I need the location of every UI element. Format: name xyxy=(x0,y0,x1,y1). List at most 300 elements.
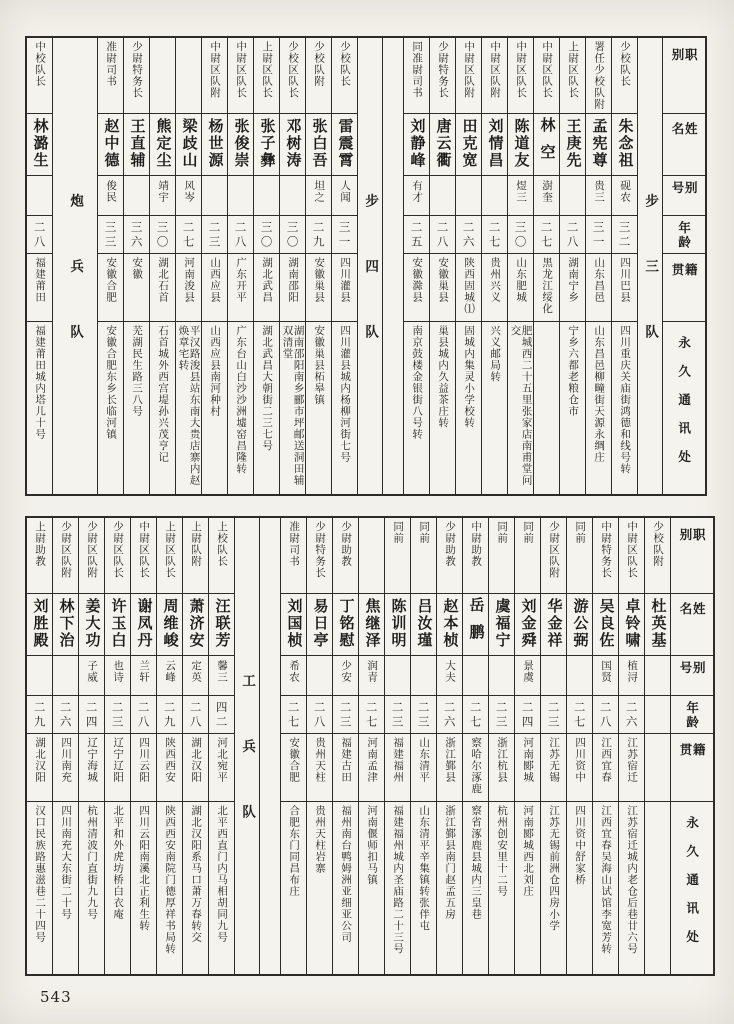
age-cell-text: 三三 xyxy=(103,221,118,250)
alias-cell-text: 兰轩 xyxy=(138,660,151,683)
rank-cell-text: 中尉区队长 xyxy=(626,521,639,579)
native-place-cell-text: 福建莆田 xyxy=(34,257,47,303)
address-cell-text: 四川资中舒家桥 xyxy=(574,805,587,886)
native-place-cell-text: 浙江鄞县 xyxy=(444,737,457,783)
address-cell-text: 杭州清波门直街九九号 xyxy=(86,805,99,920)
address-cell-text: 北平和外虎坊桥白衣庵 xyxy=(112,805,125,920)
unit-group-column xyxy=(357,38,382,494)
alias-cell xyxy=(332,176,357,216)
age-cell xyxy=(645,696,670,734)
rank-cell-text: 少校队附 xyxy=(313,41,326,87)
attribute-header-cell-text: 籍贯 xyxy=(670,263,699,296)
address-cell-text: 北平西直门内马相胡同九号 xyxy=(216,805,229,943)
age-cell xyxy=(534,216,559,254)
address-cell xyxy=(306,322,331,494)
address-cell-text: 江西宜春吴海山试馆李宽芳转 xyxy=(600,805,613,955)
age-cell xyxy=(79,696,104,734)
age-cell xyxy=(411,696,436,734)
address-cell xyxy=(463,802,488,974)
person-column xyxy=(462,518,488,974)
rank-cell-text: 上尉区队长 xyxy=(261,41,274,99)
address-cell-text: 广东台山白沙沙洲墟窑昌隆转 xyxy=(235,325,248,475)
alias-cell xyxy=(463,656,488,696)
native-place-cell xyxy=(482,254,507,322)
native-place-cell-text: 江西宜春 xyxy=(600,737,613,783)
address-cell-text: 固城内集灵小学校转 xyxy=(463,325,476,429)
name-cell xyxy=(150,114,175,176)
rank-cell-text: 少尉区队长 xyxy=(112,521,125,579)
attribute-header-cell-text: 职别 xyxy=(678,528,707,565)
person-column xyxy=(488,518,514,974)
alias-cell-text: 砚农 xyxy=(619,180,632,203)
address-cell xyxy=(489,802,514,974)
native-place-cell xyxy=(534,254,559,322)
attribute-header-cell xyxy=(671,656,713,696)
native-place-cell xyxy=(593,734,618,802)
age-cell xyxy=(437,696,462,734)
name-cell-text: 萧济安 xyxy=(187,598,206,649)
rank-cell xyxy=(593,518,618,594)
address-cell xyxy=(586,322,611,494)
native-place-cell-text: 黑龙江绥化 xyxy=(541,257,554,315)
spacer-cell xyxy=(383,38,403,494)
native-place-cell xyxy=(463,734,488,802)
unit-group-column xyxy=(637,38,662,494)
rank-cell-text: 上尉区队长 xyxy=(164,521,177,579)
age-cell xyxy=(306,216,331,254)
native-place-cell-text: 山西应县 xyxy=(209,257,222,303)
address-cell-text: 江苏宿迁城内老仓后巷廿六号 xyxy=(626,805,639,955)
age-cell xyxy=(157,696,182,734)
native-place-cell xyxy=(385,734,410,802)
age-cell-text: 三二 xyxy=(617,221,632,250)
alias-cell xyxy=(307,656,332,696)
rank-cell xyxy=(105,518,130,594)
native-place-cell xyxy=(53,734,78,802)
rank-cell-text: 少尉区队附 xyxy=(60,521,73,579)
name-cell-text: 陈道友 xyxy=(512,118,531,169)
age-cell-text: 二八 xyxy=(565,221,580,250)
age-cell-text: 二八 xyxy=(312,701,327,730)
alias-cell-text: 子威 xyxy=(86,660,99,683)
name-cell-text: 朱念祖 xyxy=(616,118,635,169)
rank-cell-text: 同前 xyxy=(418,521,431,544)
native-place-cell xyxy=(560,254,585,322)
rank-cell-text: 同前 xyxy=(496,521,509,544)
age-cell xyxy=(27,216,52,254)
attribute-header-column xyxy=(662,38,705,494)
address-cell-text: 肥城西二十五里张家店南甫堂问交 xyxy=(509,325,533,486)
address-cell-text: 河南偃师扣马镇 xyxy=(366,805,379,886)
attribute-header-cell-text: 永久通讯处 xyxy=(684,816,700,959)
rank-cell xyxy=(131,518,156,594)
age-cell xyxy=(541,696,566,734)
native-place-cell xyxy=(124,254,149,322)
rank-cell-text: 少校区队长 xyxy=(287,41,300,99)
alias-cell xyxy=(131,656,156,696)
age-cell xyxy=(98,216,123,254)
native-place-cell-text: 陕西西安 xyxy=(164,737,177,783)
address-cell xyxy=(508,322,533,494)
rank-cell xyxy=(508,38,533,114)
name-cell-text: 卓铃啸 xyxy=(623,598,642,649)
rank-cell xyxy=(567,518,592,594)
age-cell-text: 二三 xyxy=(390,701,405,730)
rank-cell xyxy=(202,38,227,114)
alias-cell xyxy=(541,656,566,696)
name-cell xyxy=(645,594,670,656)
rank-cell-text: 署任少校队附 xyxy=(593,41,606,110)
address-cell-text: 湖南邵阳南乡郦市坪邮送洞田辅双清堂 xyxy=(281,325,305,486)
native-place-cell-text: 山东清平 xyxy=(418,737,431,783)
address-cell-text: 四川灌县城内杨柳河街七号 xyxy=(339,325,352,463)
age-cell xyxy=(27,696,52,734)
rank-cell-text: 准尉司书 xyxy=(105,41,118,87)
name-cell xyxy=(515,594,540,656)
alias-cell-text: 贵三 xyxy=(593,180,606,203)
native-place-cell-text: 安徽滁县 xyxy=(411,257,424,303)
rank-cell xyxy=(560,38,585,114)
native-place-cell xyxy=(515,734,540,802)
native-place-cell-text: 安徽合肥 xyxy=(105,257,118,303)
alias-cell-text: 国贤 xyxy=(600,660,613,683)
age-cell-text: 三一 xyxy=(591,221,606,250)
rank-cell xyxy=(463,518,488,594)
person-column xyxy=(592,518,618,974)
native-place-cell-text: 湖北武昌 xyxy=(261,257,274,303)
name-cell-text: 谢凤丹 xyxy=(135,598,154,649)
alias-cell-text: 云峰 xyxy=(164,660,177,683)
name-cell-text: 杨世源 xyxy=(206,118,225,169)
address-cell xyxy=(105,802,130,974)
unit-group-label xyxy=(235,518,259,974)
name-cell xyxy=(131,594,156,656)
native-place-cell xyxy=(150,254,175,322)
person-column xyxy=(27,518,52,974)
name-cell xyxy=(437,594,462,656)
address-cell-text: 汉口民族路惠滋巷二十四号 xyxy=(34,805,47,943)
address-cell-text: 河南郾城西北刘庄 xyxy=(522,805,535,897)
address-cell-text: 贵州天柱岩寨 xyxy=(314,805,327,874)
rank-cell xyxy=(281,518,306,594)
native-place-cell-text: 湖北汉阳 xyxy=(190,737,203,783)
attribute-header-cell-text: 别号 xyxy=(670,181,699,199)
native-place-cell xyxy=(612,254,637,322)
person-column xyxy=(156,518,182,974)
name-cell-text: 刘胜殿 xyxy=(31,598,50,649)
name-cell xyxy=(27,594,52,656)
age-cell-text: 三〇 xyxy=(513,221,528,250)
address-cell xyxy=(157,802,182,974)
native-place-cell-text: 安徽巢县 xyxy=(313,257,326,303)
native-place-cell-text: 安徽合肥 xyxy=(288,737,301,783)
name-cell xyxy=(586,114,611,176)
age-cell xyxy=(560,216,585,254)
name-cell xyxy=(456,114,481,176)
native-place-cell xyxy=(307,734,332,802)
rank-cell-text: 准尉司书 xyxy=(288,521,301,567)
age-cell-text: 二三 xyxy=(494,701,509,730)
rank-cell-text: 少尉特务长 xyxy=(314,521,327,579)
rank-cell xyxy=(359,518,384,594)
rank-cell xyxy=(645,518,670,594)
alias-cell xyxy=(27,656,52,696)
alias-cell xyxy=(404,176,429,216)
native-place-cell xyxy=(437,734,462,802)
age-cell xyxy=(209,696,234,734)
alias-cell-text: 定英 xyxy=(190,660,203,683)
rank-cell xyxy=(619,518,644,594)
alias-cell xyxy=(306,176,331,216)
age-cell-text: 二八 xyxy=(598,701,613,730)
alias-cell-text: 俊民 xyxy=(105,180,118,203)
person-column xyxy=(566,518,592,974)
rank-cell xyxy=(27,38,52,114)
native-place-cell-text: 四川资中 xyxy=(574,737,587,783)
native-place-cell xyxy=(333,734,358,802)
native-place-cell-text: 安徽 xyxy=(131,257,144,280)
name-cell-text: 丁铭慰 xyxy=(337,598,356,649)
address-cell xyxy=(404,322,429,494)
address-cell-text: 察省涿鹿县城内三皇巷 xyxy=(470,805,483,920)
native-place-cell xyxy=(489,734,514,802)
person-column xyxy=(410,518,436,974)
person-column xyxy=(611,38,637,494)
alias-cell xyxy=(27,176,52,216)
rank-cell-text: 上尉区队长 xyxy=(567,41,580,99)
address-cell xyxy=(131,802,156,974)
address-cell-text: 山东清平辛集镇转张伴屯 xyxy=(418,805,431,932)
rank-cell-text: 少尉区队附 xyxy=(548,521,561,579)
unit-group-label-text: 步三队 xyxy=(642,193,659,391)
alias-cell xyxy=(612,176,637,216)
name-cell-text: 周维峻 xyxy=(161,598,180,649)
address-cell xyxy=(560,322,585,494)
name-cell-text: 孟宪尊 xyxy=(590,118,609,169)
rank-cell xyxy=(209,518,234,594)
name-cell-text: 梁歧山 xyxy=(180,118,199,169)
address-cell-text: 江苏无锡前洲仓四房小学 xyxy=(548,805,561,932)
age-cell-text: 二八 xyxy=(188,701,203,730)
attribute-header-cell xyxy=(671,734,713,802)
age-cell-text: 三一 xyxy=(337,221,352,250)
name-cell-text: 陈训明 xyxy=(389,598,408,649)
person-column xyxy=(455,38,481,494)
native-place-cell xyxy=(359,734,384,802)
name-cell xyxy=(98,114,123,176)
name-cell-text: 王直辅 xyxy=(128,118,147,169)
age-cell-text: 二七 xyxy=(364,701,379,730)
rank-cell-text: 少尉助教 xyxy=(340,521,353,567)
native-place-cell xyxy=(306,254,331,322)
unit-group-label xyxy=(53,38,97,494)
address-cell-text: 陕西西安南院门德厚祥书局转 xyxy=(164,805,177,955)
rank-cell xyxy=(157,518,182,594)
alias-cell xyxy=(430,176,455,216)
unit-group-label-text: 炮兵队 xyxy=(67,193,84,391)
address-cell xyxy=(456,322,481,494)
unit-group-label-text: 步四队 xyxy=(362,193,379,391)
native-place-cell-text: 山东肥城 xyxy=(515,257,528,303)
native-place-cell-text: 陕西固城⑴ xyxy=(463,257,476,315)
person-column xyxy=(279,38,305,494)
native-place-cell xyxy=(183,734,208,802)
attribute-header-cell-text: 别号 xyxy=(678,661,707,679)
person-column xyxy=(208,518,234,974)
alias-cell xyxy=(98,176,123,216)
address-cell xyxy=(307,802,332,974)
age-cell-text: 二九 xyxy=(32,701,47,730)
name-cell xyxy=(307,594,332,656)
name-cell xyxy=(183,594,208,656)
person-column xyxy=(123,38,149,494)
age-cell xyxy=(307,696,332,734)
address-cell xyxy=(482,322,507,494)
name-cell xyxy=(209,594,234,656)
person-column xyxy=(585,38,611,494)
attribute-header-cell-text: 年龄 xyxy=(676,221,692,250)
attribute-header-cell-text: 职别 xyxy=(670,48,699,85)
rank-cell xyxy=(612,38,637,114)
native-place-cell xyxy=(27,734,52,802)
alias-cell xyxy=(515,656,540,696)
age-cell xyxy=(183,696,208,734)
attribute-header-cell xyxy=(663,38,705,114)
native-place-cell-text: 湖北汉阳 xyxy=(34,737,47,783)
address-cell xyxy=(79,802,104,974)
name-cell-text: 唐云衢 xyxy=(434,118,453,169)
alias-cell xyxy=(385,656,410,696)
alias-cell xyxy=(508,176,533,216)
native-place-cell-text: 湖南邵阳 xyxy=(287,257,300,303)
unit-group-label xyxy=(358,38,382,494)
age-cell-text: 二四 xyxy=(84,701,99,730)
rank-cell-text: 中尉区队附 xyxy=(489,41,502,99)
roster-table-upper xyxy=(25,36,707,496)
address-cell xyxy=(281,802,306,974)
address-cell xyxy=(359,802,384,974)
person-column xyxy=(514,518,540,974)
name-cell xyxy=(430,114,455,176)
address-cell xyxy=(150,322,175,494)
address-cell-text: 山西应县南河种村 xyxy=(209,325,222,417)
person-column xyxy=(130,518,156,974)
native-place-cell xyxy=(411,734,436,802)
name-cell-text: 王庚先 xyxy=(564,118,583,169)
address-cell-text: 四川重庆关庙街鸿德和线号转 xyxy=(619,325,632,475)
rank-cell xyxy=(586,38,611,114)
unit-group-label-text: 工兵队 xyxy=(239,673,256,871)
name-cell xyxy=(306,114,331,176)
name-cell-text: 吕汝瑾 xyxy=(415,598,434,649)
alias-cell xyxy=(560,176,585,216)
rank-cell-text: 上尉助教 xyxy=(34,521,47,567)
age-cell-text: 二七 xyxy=(286,701,301,730)
address-cell-text: 浙江鄞县南门赵孟五房 xyxy=(444,805,457,920)
rank-cell-text: 少尉特务长 xyxy=(437,41,450,99)
name-cell-text: 许玉白 xyxy=(109,598,128,649)
person-column xyxy=(559,38,585,494)
rank-cell xyxy=(430,38,455,114)
rank-cell xyxy=(228,38,253,114)
age-cell xyxy=(53,696,78,734)
rank-cell-text: 少校队长 xyxy=(619,41,632,87)
alias-cell-text: 靖宇 xyxy=(157,180,170,203)
person-column xyxy=(253,38,279,494)
name-cell-text: 虞福宁 xyxy=(493,598,512,649)
name-cell-text: 林下治 xyxy=(57,598,76,649)
address-cell-text: 石首城外西宫堤孙兴茂亨记 xyxy=(157,325,170,463)
name-cell xyxy=(411,594,436,656)
person-column xyxy=(644,518,670,974)
attribute-header-cell xyxy=(663,176,705,216)
person-column xyxy=(78,518,104,974)
person-column xyxy=(540,518,566,974)
alias-cell xyxy=(359,656,384,696)
age-cell xyxy=(332,216,357,254)
native-place-cell-text: 福建福州 xyxy=(392,737,405,783)
address-cell-text: 四川云阳南溪北正利生转 xyxy=(138,805,151,932)
alias-cell xyxy=(157,656,182,696)
age-cell xyxy=(430,216,455,254)
rank-cell-text: 少尉特务长 xyxy=(131,41,144,99)
native-place-cell xyxy=(176,254,201,322)
age-cell-text: 二六 xyxy=(624,701,639,730)
name-cell-text: 林空 xyxy=(538,117,557,171)
address-cell-text: 山东昌邑柳疃街天源永绸庄 xyxy=(593,325,606,463)
person-column xyxy=(533,38,559,494)
attribute-header-cell xyxy=(671,594,713,656)
age-cell-text: 二八 xyxy=(32,221,47,250)
attribute-header-column xyxy=(670,518,713,974)
age-cell xyxy=(124,216,149,254)
rank-cell-text: 同前 xyxy=(574,521,587,544)
native-place-cell xyxy=(619,734,644,802)
native-place-cell xyxy=(281,734,306,802)
name-cell xyxy=(541,594,566,656)
age-cell xyxy=(105,696,130,734)
rank-cell xyxy=(515,518,540,594)
age-cell xyxy=(515,696,540,734)
attribute-header-cell xyxy=(671,518,713,594)
name-cell xyxy=(157,594,182,656)
native-place-cell-text: 辽宁海城 xyxy=(86,737,99,783)
age-cell xyxy=(333,696,358,734)
person-column xyxy=(403,38,429,494)
native-place-cell-text: 四川云阳 xyxy=(138,737,151,783)
native-place-cell xyxy=(508,254,533,322)
address-cell xyxy=(567,802,592,974)
attribute-header-cell xyxy=(663,322,705,494)
name-cell xyxy=(333,594,358,656)
alias-cell xyxy=(53,656,78,696)
person-column xyxy=(104,518,130,974)
alias-cell xyxy=(281,656,306,696)
rank-cell xyxy=(437,518,462,594)
alias-cell xyxy=(105,656,130,696)
age-cell-text: 二七 xyxy=(468,701,483,730)
spacer-column xyxy=(382,38,403,494)
name-cell xyxy=(534,114,559,176)
address-cell xyxy=(619,802,644,974)
address-cell-text: 平汉路浚县站东南大贵店寨内赵焕章宅转 xyxy=(177,325,201,486)
address-cell xyxy=(209,802,234,974)
alias-cell xyxy=(482,176,507,216)
alias-cell xyxy=(619,656,644,696)
rank-cell-text: 少尉助教 xyxy=(444,521,457,567)
native-place-cell xyxy=(105,734,130,802)
native-place-cell xyxy=(157,734,182,802)
